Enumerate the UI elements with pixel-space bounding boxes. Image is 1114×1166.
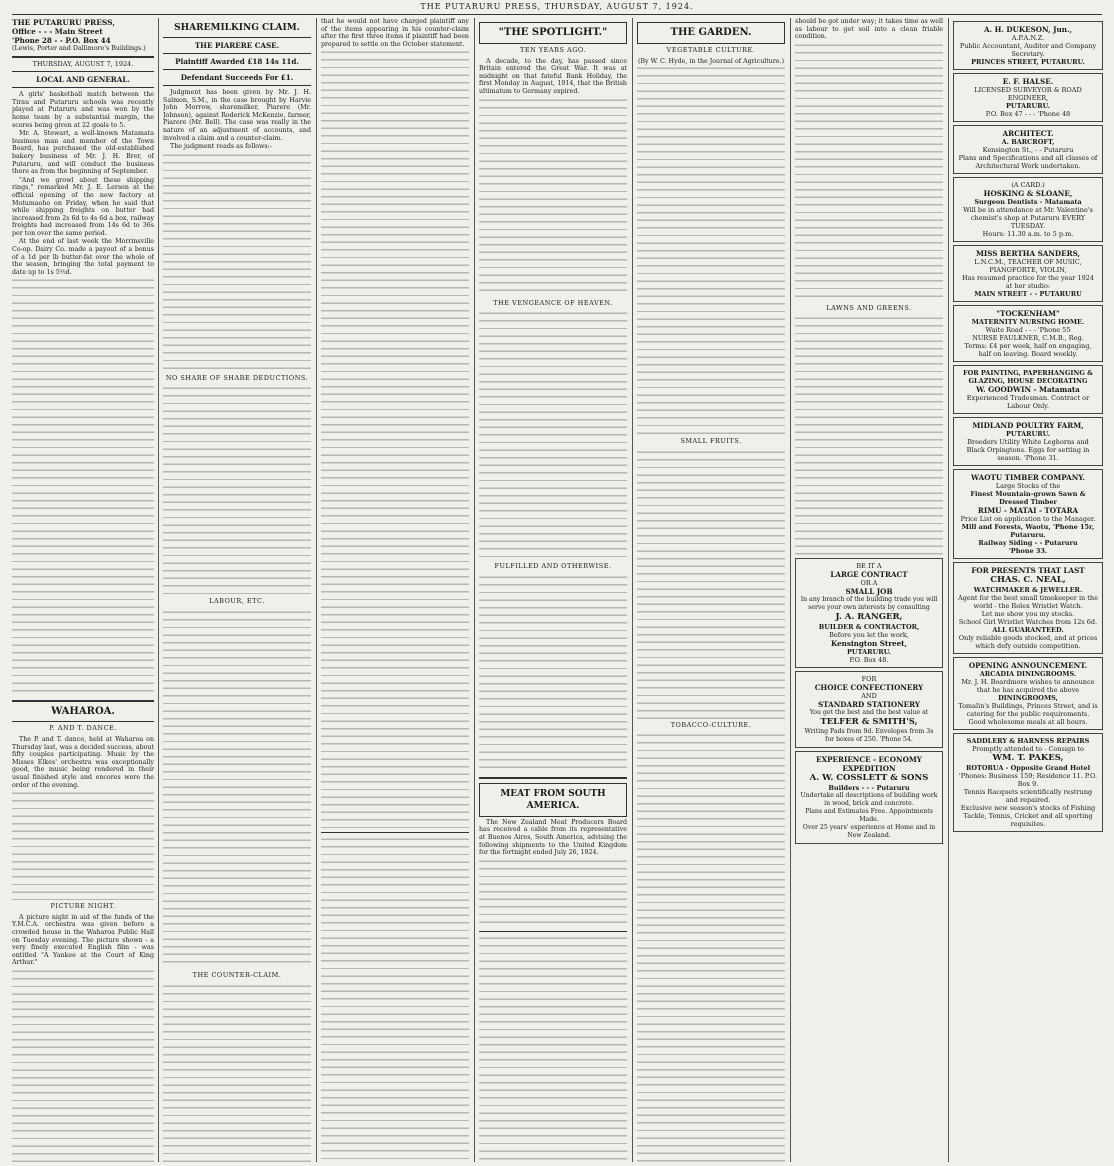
ad-heading: SADDLERY & HARNESS REPAIRS [966, 737, 1090, 745]
article-text-block [163, 152, 311, 372]
ad-text: NURSE FAULKNER, C.M.B., Reg. [972, 334, 1084, 342]
section-heading: WAHAROA. [51, 706, 115, 718]
advert-cosslett [795, 751, 943, 844]
article-text-block [12, 968, 154, 1162]
article-paragraph: "And we growl about these shipping rings," remarked Mr. J. E. Lerson at the official opening of the new factory at Motumaoho on Friday, when he said that while shipping freights on butter had increased from 2s 6d to 4s 6d a box, railway freights had increased from 14s 6d to 36s per ton over the same period. [12, 176, 154, 237]
divider [479, 931, 627, 932]
ad-text: Kensington St., - - Putaruru [982, 146, 1074, 154]
divider [12, 71, 154, 72]
masthead-rule [12, 14, 1102, 15]
article-text-block [479, 935, 627, 1162]
article-paragraph: Judgment has been given by Mr. J. H. Salmon, S.M., in the case brought by Harvie John Morrow, sharemilker, Piarere (Mr. Johnson), against Roderick McKenzie, farmer, Piarere (Mr. Bell). The case was really in the nature of an adjustment of accounts, and involved a claim and a counter-claim. [163, 89, 311, 142]
issue-date: THURSDAY, AUGUST 7, 1924. [32, 59, 134, 68]
ad-text: Plans and Estimates Free. Appointments Made. [805, 808, 933, 824]
ad-text: Public Accountant, Auditor and Company Secretary. [959, 42, 1097, 58]
ad-text: Waite Road - - - 'Phone 55 [985, 326, 1071, 334]
article-text-block [637, 732, 785, 1162]
column-sharemilking [163, 18, 311, 1162]
column-rule [632, 18, 633, 1162]
ad-text: EXPEDITION [842, 764, 896, 774]
masthead-title: THE PUTARURU PRESS, THURSDAY, AUGUST 7, 1924. [420, 2, 694, 11]
ad-text: LARGE CONTRACT [830, 570, 908, 580]
divider [12, 700, 154, 702]
advert-neal [953, 562, 1103, 654]
ad-trade: BUILDER & CONTRACTOR, [818, 623, 920, 632]
ad-town: PUTARURU. [847, 648, 891, 657]
ad-address: Kensington Street, [830, 639, 908, 649]
ad-name: HOSKING & SLOANE, [983, 189, 1073, 198]
article-subhead: THE PIARERE CASE. [194, 41, 280, 50]
ad-text: Tomalin's Buildings, Princes Street, and is catering for the public requirements. [958, 702, 1098, 718]
article-paragraph: The P. and T. dance, held at Waharoa on Thursday last, was a decided success, about fifty couples participating. Music by the Misses Elkes' orchestra was exceptionally good, the music being rendered in their usual finished style and encores were the order of the evening. [12, 736, 154, 789]
ad-text: P.O. Box 47 - - - 'Phone 48 [985, 110, 1071, 118]
ad-name: MIDLAND POULTRY FARM, [972, 421, 1084, 430]
ad-text: SMALL JOB [845, 587, 893, 597]
advert-sanders [953, 245, 1103, 302]
ad-text: Let me show you my stocks. [981, 610, 1075, 618]
column-sharemilking-continued [321, 18, 469, 1162]
ad-name: A. H. DUKESON, Jun., [983, 25, 1073, 34]
ad-text: EXPERIENCE - ECONOMY [816, 755, 922, 765]
article-text-block [479, 858, 627, 928]
ad-text: Large Stocks of the [995, 482, 1061, 490]
ad-heading: FOR PRESENTS THAT LAST [971, 566, 1085, 575]
subheading: NO SHARE OF SHARE DEDUCTIONS. [165, 373, 309, 382]
article-text-block [163, 385, 311, 595]
ad-heading: (A CARD.) [1011, 181, 1045, 189]
ad-text: Plans and Specifications and all classes of Architectural Work undertaken. [958, 154, 1098, 170]
subheading: THE VENGEANCE OF HEAVEN. [493, 298, 613, 307]
ad-name: WAOTU TIMBER COMPANY. [971, 473, 1085, 482]
article-paragraph: that he would not have charged plaintiff any of the items appearing in his counter-claim after the first three items if plaintiff had been prepared to settle on the October statement. [321, 18, 469, 48]
subheading: TEN YEARS AGO. [520, 46, 586, 54]
subheading: PICTURE NIGHT. [50, 902, 116, 911]
advert-pakes [953, 733, 1103, 832]
article-deck: Plaintiff Awarded £18 14s 11d. [175, 57, 299, 66]
advert-halse [953, 73, 1103, 122]
office-phone: 'Phone 28 - - P.O. Box 44 [12, 36, 111, 45]
ad-name: E. F. HALSE. [1002, 77, 1054, 86]
column-garden [637, 18, 785, 1162]
column-local-news [12, 18, 154, 1162]
ad-name: CHAS. C. NEAL, [990, 575, 1066, 585]
office-building: (Lewis, Porter and Dallimore's Buildings.) [12, 45, 146, 52]
article-text-block [321, 836, 469, 1162]
column-rule [158, 18, 159, 1162]
subheading: P. AND T. DANCE. [49, 724, 117, 733]
ad-text: FOR [861, 675, 877, 684]
ad-name: TELFER & SMITH'S, [820, 717, 918, 728]
article-paragraph: A girls' basketball match between the Tirau and Putaruru schools was recently played at Putaruru and was won by the home team by a substantial margin, the scores being given at 22 goals to 5. [12, 91, 154, 129]
article-byline: (By W. C. Hyde, in the Journal of Agriculture.) [637, 57, 785, 65]
advert-dukeson [953, 21, 1103, 70]
column-garden-continued [795, 18, 943, 1162]
article-text-block [637, 65, 785, 435]
article-paragraph: A picture night in aid of the funds of the Y.M.C.A. orchestra was given before a crowded house in the Waharoa Public Hall on Tuesday evening. The picture shown - a very finely executed English film - was entitled "A Yankee at the Court of King Arthur." [12, 913, 154, 967]
ad-box: P.O. Box 48. [849, 656, 889, 665]
article-text-block [12, 277, 154, 697]
article-deck: Defendant Succeeds For £1. [180, 73, 294, 82]
ad-text: Hours: 11.30 a.m. to 5 p.m. [982, 230, 1074, 238]
ad-text: Mr. J. H. Boardmore wishes to announce that he has acquired the above [961, 678, 1095, 694]
ad-name: WM. T. PAKES, [992, 753, 1064, 763]
article-text-block [479, 310, 627, 560]
article-text-block [163, 983, 311, 1162]
ad-text: You get the best and the best value at [809, 709, 929, 717]
article-subhead: VEGETABLE CULTURE. [666, 46, 756, 54]
ad-name: J. A. RANGER, [835, 612, 903, 623]
article-text-block [12, 790, 154, 900]
ad-text: Will be in attendance at Mr. Valentine's chemist's shop at Putaruru EVERY TUESDAY. [963, 206, 1093, 230]
ad-text: PRINCES STREET, PUTARURU. [971, 58, 1085, 66]
column-rule [948, 18, 949, 1162]
column-advertisements [953, 18, 1103, 1162]
article-paragraph: A decade, to the day, has passed since Britain entered the Great War. It was at midnight on that fateful Bank Holiday, the first Monday in August, 1914, that the British ultimatum to Germany expired. [479, 57, 627, 95]
ad-text: OR A [860, 579, 878, 588]
subheading: LABOUR, ETC. [209, 597, 265, 606]
article-text-block [163, 609, 311, 969]
ad-text: Undertake all descriptions of building work in wood, brick and concrete. [800, 792, 938, 808]
subheading: TOBACCO-CULTURE. [670, 720, 752, 729]
ad-text: 'Phones: Business 159; Residence 11. P.O. Box 9. [958, 772, 1098, 788]
ad-text: Finest Mountain-grown Sawn & Dressed Timber [970, 490, 1086, 506]
ad-text: ROTORUA - Opposite Grand Hotel [965, 764, 1091, 772]
column-spotlight [479, 18, 627, 1162]
ad-heading: FOR PAINTING, PAPERHANGING & GLAZING, HOUSE DECORATING [962, 369, 1094, 385]
ad-text: Railway Siding - - Putaruru [978, 539, 1078, 547]
ad-text: AND [861, 692, 877, 701]
ad-text: MAIN STREET - - PUTARURU [974, 290, 1082, 298]
ad-text: Exclusive new season's stocks of Fishing Tackle, Tennis, Cricket and all sporting requisites. [960, 804, 1096, 828]
column-rule [790, 18, 791, 1162]
ad-text: Over 25 years' experience at Home and in New Zealand. [802, 824, 936, 840]
article-paragraph: The New Zealand Meat Producers Board has received a cable from its representative at Buenos Aires, South America, advising the following shipments to the United Kingdom for the fortnight ended July 26, 1924. [479, 818, 627, 857]
advert-waotu [953, 469, 1103, 559]
ad-text: Experienced Tradesman. Contract or Labour Only. [966, 394, 1090, 410]
ad-name: "TOCKENHAM" [996, 309, 1060, 318]
divider [163, 85, 311, 86]
article-text-block [637, 449, 785, 719]
subheading: THE COUNTER-CLAIM. [192, 970, 282, 979]
ad-name: MISS BERTHA SANDERS, [975, 249, 1081, 258]
ad-text: Good wholesome meals at all hours. [968, 718, 1088, 726]
article-text-block [479, 574, 627, 774]
article-paragraph: should be got under way; it takes time as well as labour to get soil into a clean friable condition. [795, 18, 943, 41]
ad-text: STANDARD STATIONERY [817, 700, 921, 710]
ad-subheading: ARCADIA DININGROOMS. [979, 670, 1077, 678]
ad-text: Price List on application to the Manager. [960, 515, 1096, 523]
ad-text: A.P.A.N.Z. [1011, 34, 1045, 42]
ad-text: RIMU - MATAI - TOTARA [977, 506, 1079, 515]
ad-text: Surgeon Dentists - Matamata [974, 198, 1082, 206]
divider [163, 69, 311, 70]
article-headline: SHAREMILKING CLAIM. [174, 23, 300, 33]
article-paragraph: Mr. A. Stewart, a well-known Matamata business man and member of the Town Board, has purchased the old-established bakery business of Mr. J. H. Brer, of Putaruru, and will conduct the business there as from the beginning of September. [12, 130, 154, 176]
subheading: LAWNS AND GREENS. [826, 303, 912, 312]
column-rule [474, 18, 475, 1162]
article-text-block [479, 97, 627, 297]
article-headline: "THE SPOTLIGHT." [479, 22, 627, 44]
ad-town: PUTARURU. [1006, 102, 1050, 110]
ad-text: DININGROOMS, [998, 694, 1058, 702]
ad-text: Agent for the best small timekeeper in the world - the Rolex Wristlet Watch. [958, 594, 1098, 610]
article-paragraph: The judgment reads as follows:- [170, 143, 272, 151]
advert-tockenham [953, 305, 1103, 362]
ad-trade: Builders - - - Putaruru [828, 784, 910, 793]
section-heading: LOCAL AND GENERAL. [36, 75, 130, 85]
ad-text: School Girl Wristlet Watches from 12s 6d. [958, 618, 1098, 626]
advert-goodwin [953, 365, 1103, 414]
ad-text: Breeders Utility White Leghorns and Black Orpingtons. Eggs for setting in season. 'Phone 31. [966, 438, 1090, 462]
ad-text: Tennis Racquets scientifically restrung and repaired. [963, 788, 1093, 804]
advert-hosking [953, 177, 1103, 242]
article-text-block [795, 315, 943, 555]
article-paragraph: At the end of last week the Morrinsville Co-op. Dairy Co. made a payout of a bonus of a 1d per lb butter-fat over the whole of the season, bringing the total payment to date up to 1s 5½d. [12, 238, 154, 276]
column-rule [316, 18, 317, 1162]
ad-text: Has resumed practice for the year 1924 at her studio: [962, 274, 1094, 290]
ad-text: In any branch of the building trade you will serve your own interests by consulting [800, 596, 938, 612]
divider [12, 87, 154, 88]
subheading: FULFILLED AND OTHERWISE. [494, 562, 612, 571]
article-headline: THE GARDEN. [637, 22, 785, 44]
ad-text: Terms: £4 per week, half on engaging, half on leaving. Board weekly. [964, 342, 1092, 358]
ad-text: Before you let the work, [829, 631, 909, 640]
ad-text: LICENSED SURVEYOR & ROAD ENGINEER, [974, 86, 1082, 102]
ad-text: Writing Pads from 9d. Envelopes from 3s for boxes of 250. 'Phone 54. [804, 728, 934, 744]
article-text-block [795, 42, 943, 302]
ad-heading: ARCHITECT. [1002, 129, 1054, 138]
article-text-block [321, 49, 469, 829]
ad-text: MATERNITY NURSING HOME. [971, 318, 1085, 326]
divider [321, 832, 469, 833]
divider [163, 53, 311, 54]
advert-ranger [795, 558, 943, 668]
advert-barcroft [953, 125, 1103, 174]
advert-poultry [953, 417, 1103, 466]
ad-text: BE IT A [856, 562, 882, 571]
divider [12, 721, 154, 722]
subheading: SMALL FRUITS. [680, 437, 742, 446]
ad-text: CHOICE CONFECTIONERY [814, 683, 924, 693]
ad-text: Only reliable goods stocked, and at prices which defy outside competition. [958, 634, 1098, 650]
divider [479, 777, 627, 779]
advert-telfer [795, 671, 943, 748]
ad-name: A. W. COSSLETT & SONS [809, 773, 929, 784]
divider [12, 56, 154, 58]
ad-name: W. GOODWIN - Matamata [976, 385, 1080, 394]
advert-arcadia [953, 657, 1103, 730]
ad-text: WATCHMAKER & JEWELLER. [973, 586, 1083, 594]
ad-text: Promptly attended to - Consign to [972, 745, 1084, 753]
office-name: THE PUTARURU PRESS, [12, 18, 115, 27]
ad-text: ALL GUARANTEED. [992, 626, 1064, 634]
masthead [0, 0, 1114, 14]
ad-text: 'Phone 33. [1008, 547, 1048, 555]
article-headline: MEAT FROM SOUTH AMERICA. [479, 783, 627, 817]
ad-text: L.N.C.M., TEACHER OF MUSIC, PIANOFORTE, VIOLIN, [974, 258, 1082, 274]
office-address: Office - - - Main Street [12, 27, 103, 36]
divider [163, 37, 311, 38]
ad-town: PUTARURU. [1006, 430, 1050, 438]
ad-name: A. BARCROFT, [1001, 138, 1055, 146]
ad-text: Mill and Forests, Waotu, 'Phone 15r, Putaruru. [961, 523, 1095, 539]
ad-heading: OPENING ANNOUNCEMENT. [968, 661, 1088, 670]
